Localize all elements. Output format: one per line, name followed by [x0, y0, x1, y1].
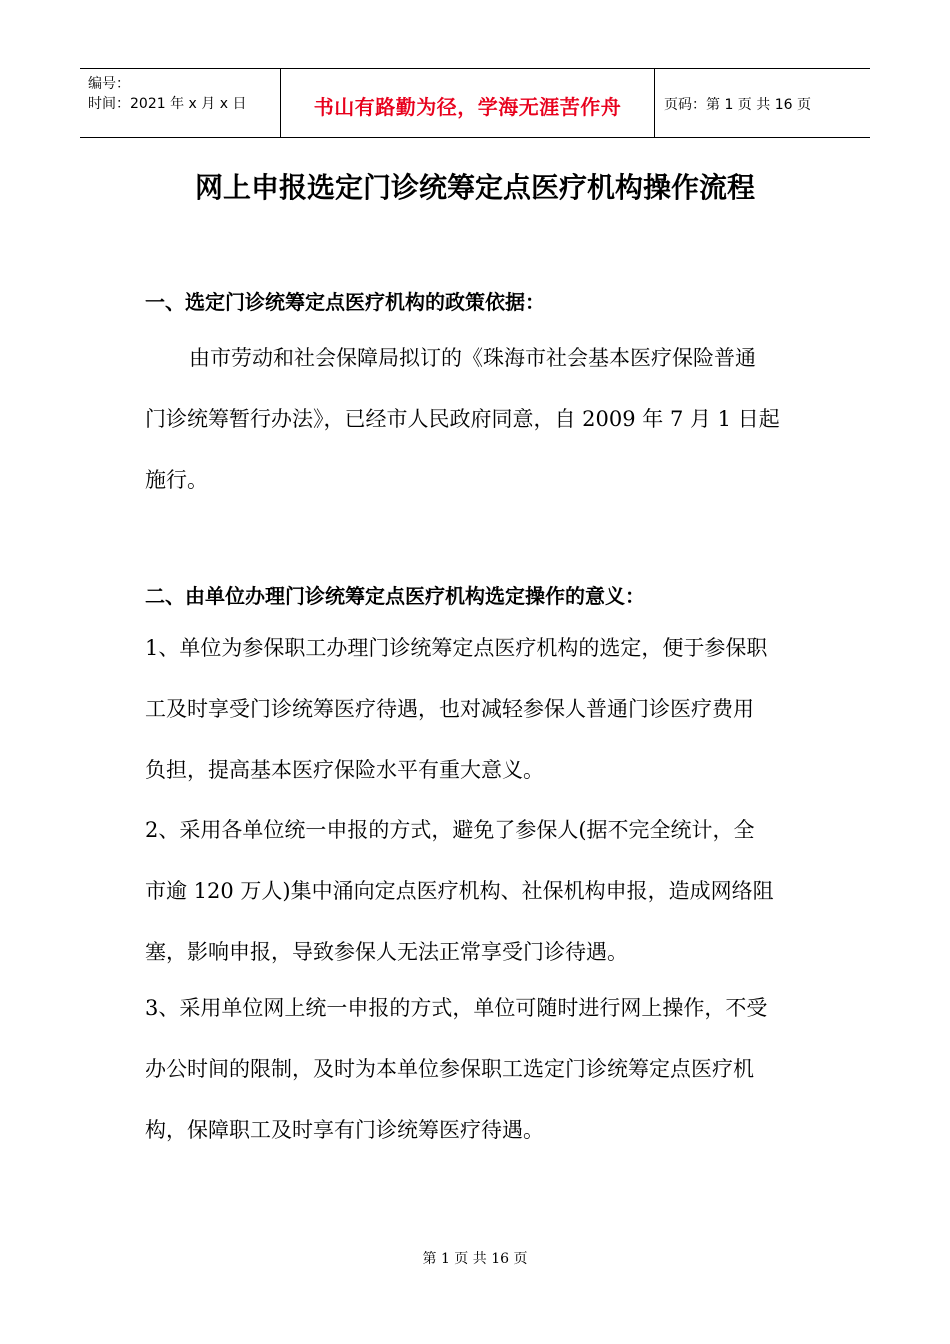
- header-page-cell: [654, 69, 870, 137]
- paragraph-line: 1、单位为参保职工办理门诊统筹定点医疗机构的选定，便于参保职: [145, 636, 768, 660]
- paragraph-line: 3、采用单位网上统一申报的方式，单位可随时进行网上操作，不受: [145, 996, 768, 1020]
- header-motto-cell: [280, 69, 655, 137]
- paragraph-line: 负担，提高基本医疗保险水平有重大意义。: [145, 758, 544, 782]
- section-2-heading: 二、由单位办理门诊统筹定点医疗机构选定操作的意义：: [145, 584, 645, 608]
- document-number-label: 编号：: [88, 76, 130, 92]
- paragraph-line: 市逾 120 万人)集中涌向定点医疗机构、社保机构申报，造成网络阻: [145, 879, 774, 903]
- paragraph-line: 门诊统筹暂行办法》，已经市人民政府同意，自 2009 年 7 月 1 日起: [145, 407, 780, 431]
- section-1-heading: 一、选定门诊统筹定点医疗机构的政策依据：: [145, 290, 545, 314]
- document-title: 网上申报选定门诊统筹定点医疗机构操作流程: [194, 171, 755, 204]
- page-footer: 第 1 页 共 16 页: [422, 1251, 528, 1267]
- header-info-cell: [80, 69, 280, 137]
- paragraph-line: 2、采用各单位统一申报的方式，避免了参保人(据不完全统计，全: [145, 818, 755, 842]
- header-page-label: 页码：第 1 页 共 16 页: [664, 97, 811, 113]
- paragraph-line: 构，保障职工及时享有门诊统筹医疗待遇。: [145, 1118, 544, 1142]
- paragraph-line: 办公时间的限制，及时为本单位参保职工选定门诊统筹定点医疗机: [145, 1057, 754, 1081]
- paragraph-line: 施行。: [145, 468, 208, 492]
- header-motto: 书山有路勤为径，学海无涯苦作舟: [313, 95, 622, 119]
- header-table: [80, 68, 870, 138]
- paragraph-line: 工及时享受门诊统筹医疗待遇，也对减轻参保人普通门诊医疗费用: [145, 697, 754, 721]
- paragraph-line: 由市劳动和社会保障局拟订的《珠海市社会基本医疗保险普通: [189, 346, 756, 370]
- document-time-label: 时间：2021 年 x 月 x 日: [88, 96, 247, 112]
- paragraph-line: 塞，影响申报，导致参保人无法正常享受门诊待遇。: [145, 940, 628, 964]
